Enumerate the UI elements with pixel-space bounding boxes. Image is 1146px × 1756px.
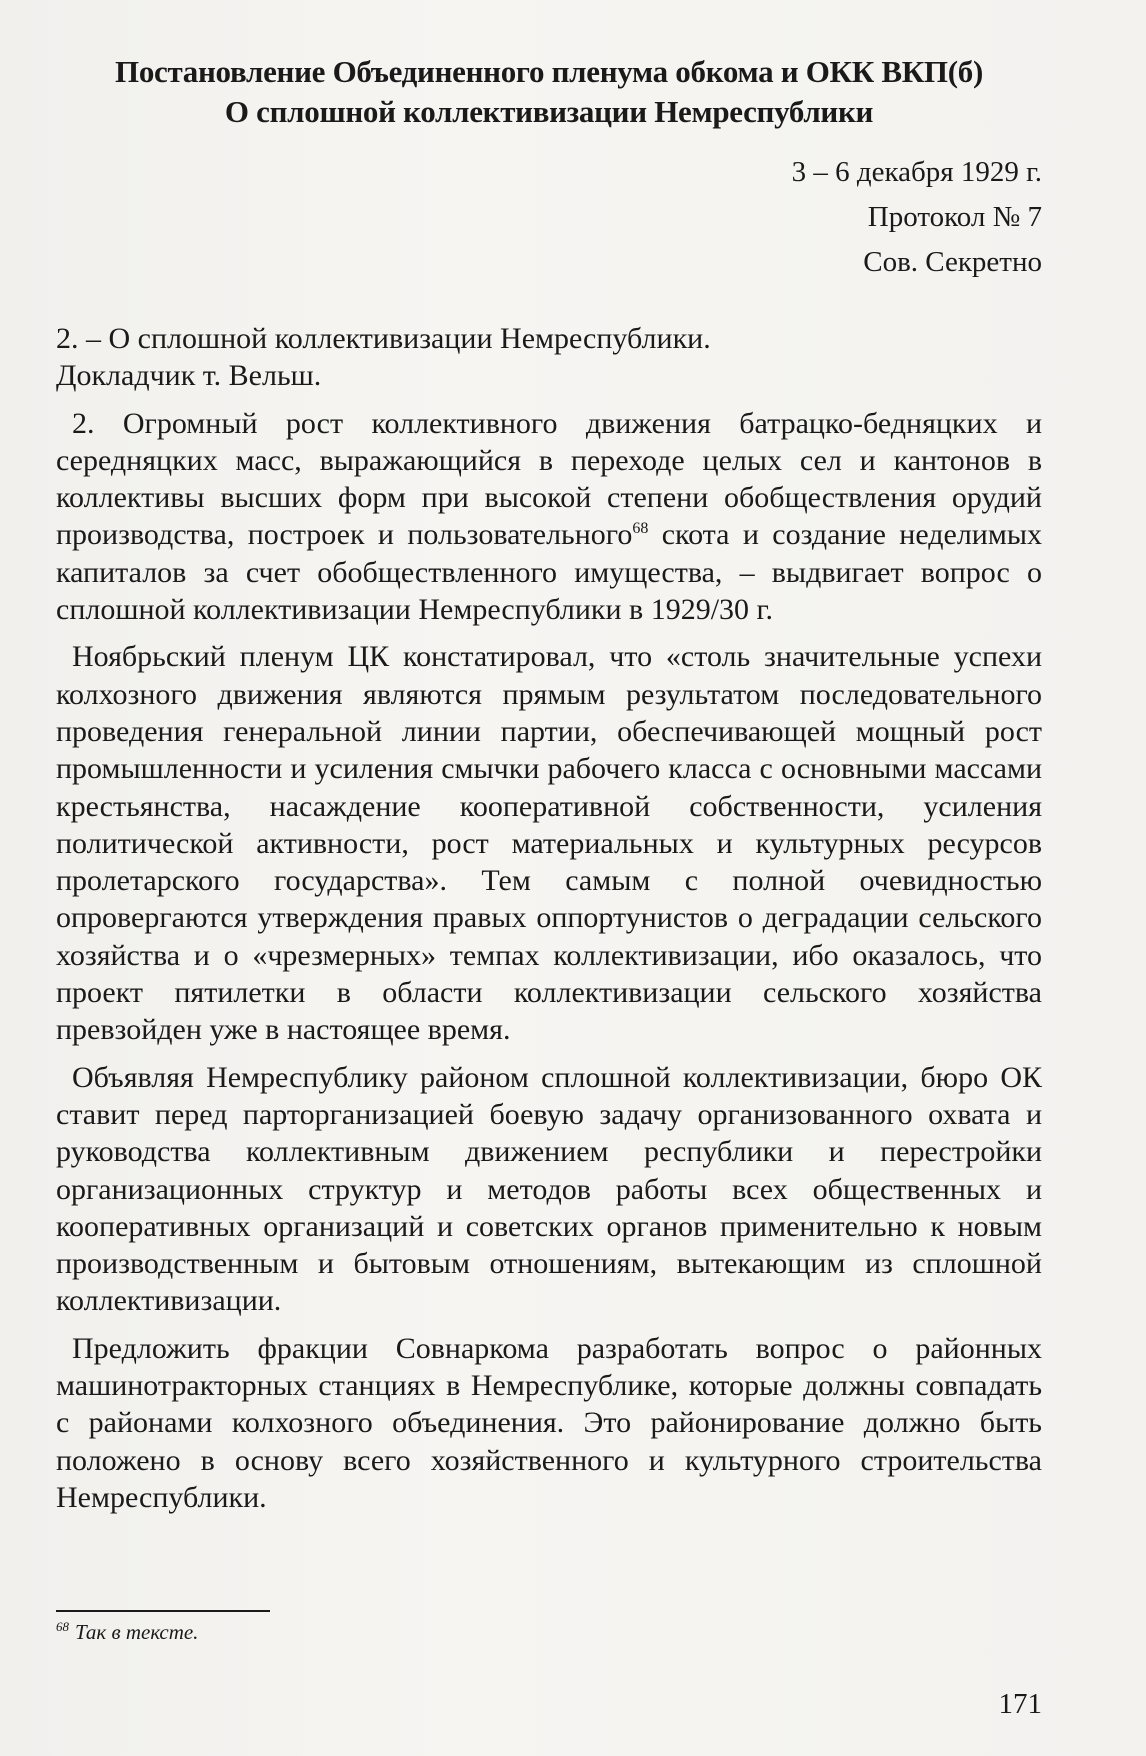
paragraph-1-part-a: 2. Огромный рост коллективного движения батрацко-бедняцких и середняцких масс, выражающийся в переходе целых сел и кантонов в коллективы высших форм при высокой степени обобществления орудий производства, построек и пользовательного xyxy=(56,406,1042,552)
paragraph-4: Предложить фракции Совнаркома разработать вопрос о районных машинотракторных станциях в Немреспублике, которые должны совпадать с районами колхозного объединения. Это районирование должно быть положено в основу всего хозяйственного и культурного строительства Немреспублики. xyxy=(56,1331,1042,1514)
footnote xyxy=(56,1618,198,1646)
footnote-text: Так в тексте. xyxy=(75,1620,199,1644)
agenda-item: 2. – О сплошной коллективизации Немреспублики. xyxy=(56,322,711,355)
paragraph-2: Ноябрьский пленум ЦК констатировал, что «столь значительные успехи колхозного движения являются прямым результатом последовательного проведения генеральной линии партии, обеспечивающей мощный рост промышленности и усиления смычки рабочего класса с основными массами крестьянства, насаждение кооперативной собственности, усиления политической активности, рост материальных и культурных ресурсов пролетарского государства». Тем самым с полной очевидностью опровергаются утверждения правых оппортунистов о деградации сельского хозяйства и о «чрезмерных» темпах коллективизации, ибо оказалось, что проект пятилетки в области коллективизации сельского хозяйства превзойден уже в настоящее время. xyxy=(56,640,1042,1047)
document-title xyxy=(56,52,1042,132)
speaker-line: Докладчик т. Вельш. xyxy=(56,359,322,393)
title-line-2: О сплошной коллективизации Немреспублики xyxy=(224,94,874,129)
meta-secrecy: Сов. Секретно xyxy=(863,246,1042,278)
footnote-divider xyxy=(56,1610,270,1612)
page-number: 171 xyxy=(998,1688,1042,1720)
footnote-ref: 68 xyxy=(632,520,649,538)
paragraph-3: Объявляя Немреспублику районом сплошной коллективизации, бюро ОК ставит перед парторганизацией боевую задачу организованного охвата и руководства коллективным движением республики и перестройки организационных структур и методов работы всех общественных и кооперативных организаций и советских органов применительно к новым производственным и бытовым отношениям, вытекающим из сплошной коллективизации. xyxy=(56,1060,1042,1318)
title-line-1: Постановление Объединенного пленума обкома и ОКК ВКП(б) xyxy=(115,54,983,89)
paragraph-1 xyxy=(56,405,1042,629)
meta-protocol: Протокол № 7 xyxy=(867,201,1042,233)
document-body xyxy=(56,320,1042,1516)
paragraph-1-part-b: скота и создание неделимых капиталов за счет обобществленного имущества, – выдвигает вопрос о сплошной коллективизации Немреспублики в 1929/30 г. xyxy=(56,518,1042,627)
footnote-number: 68 xyxy=(56,1619,69,1634)
meta-date: 3 – 6 декабря 1929 г. xyxy=(791,156,1042,188)
document-meta xyxy=(792,150,1042,285)
